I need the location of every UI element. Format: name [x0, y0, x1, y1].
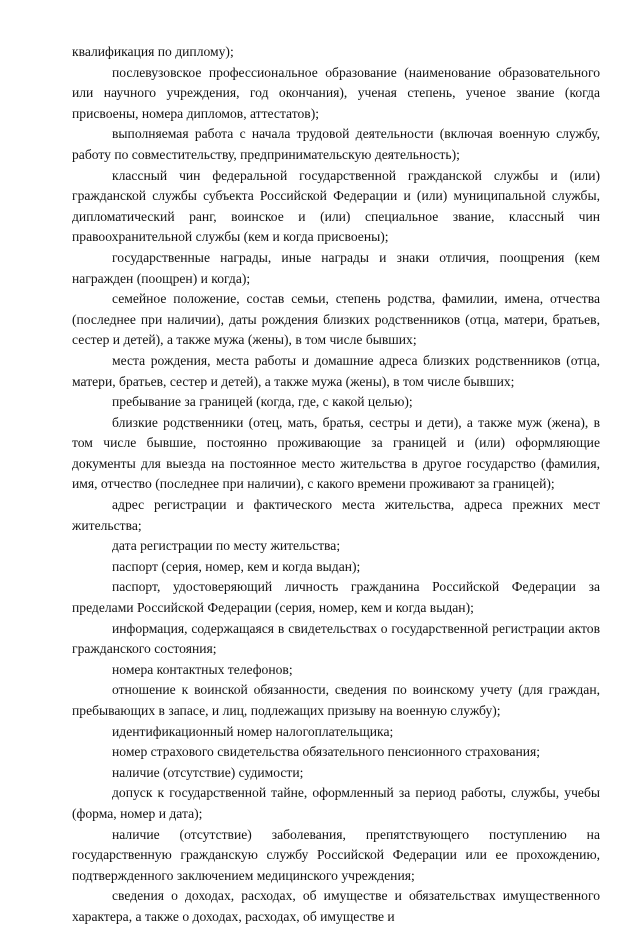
- paragraph-registration-address: адрес регистрации и фактического места жительства, адреса прежних мест жительства;: [72, 497, 600, 533]
- paragraph-contact-phones: номера контактных телефонов;: [112, 661, 293, 677]
- paragraph-medical-condition: наличие (отсутствие) заболевания, препятствующего поступлению на государственную гражданскую службу Российской Федерации или ее прохождению, подтвержденного заключением медицинского учреждения;: [72, 826, 600, 883]
- paragraph-civil-status-records: информация, содержащаяся в свидетельствах о государственной регистрации актов гражданского состояния;: [72, 620, 600, 657]
- paragraph-relatives-abroad: близкие родственники (отец, мать, братья, сестры и дети), а также муж (жена), в том числе бывшие, постоянно проживающие за границей и (или) оформляющие документы для выезда на постоянное место жительства в другое государство (фамилия, имя, отчество (последнее при наличии), с какого времени проживают за границей);: [72, 414, 600, 492]
- paragraph-work-history: выполняемая работа с начала трудовой деятельности (включая военную службу, работу по совместительству, предпринимательскую деятельность);: [72, 126, 600, 162]
- paragraph-income-declaration: сведения о доходах, расходах, об имуществе и обязательствах имущественного характера, а также о доходах, расходах, об имуществе и: [72, 888, 600, 924]
- paragraph-family-status: семейное положение, состав семьи, степень родства, фамилии, имена, отчества (последнее при наличии), даты рождения близких родственников (отца, матери, братьев, сестер и детей), а также мужа (жены), в том числе бывших;: [72, 291, 600, 348]
- paragraph-state-awards: государственные награды, иные награды и знаки отличия, поощрения (кем награжден (поощрен) и когда);: [72, 249, 600, 286]
- paragraph-registration-date: дата регистрации по месту жительства;: [112, 538, 341, 554]
- paragraph-relatives-addresses: места рождения, места работы и домашние адреса близких родственников (отца, матери, братьев, сестер и детей), а также мужа (жены), в том числе бывших;: [72, 352, 600, 389]
- paragraph-foreign-passport: паспорт, удостоверяющий личность гражданина Российской Федерации за пределами Российской Федерации (серия, номер, кем и когда выдан);: [72, 579, 600, 616]
- paragraph-criminal-record: наличие (отсутствие) судимости;: [112, 764, 304, 780]
- paragraph-postgraduate-education: послевузовское профессиональное образование (наименование образовательного или научного учреждения, год окончания), ученая степень, ученое звание (когда присвоены, номера дипломов, аттестатов);: [72, 64, 600, 121]
- paragraph-class-rank: классный чин федеральной государственной гражданской службы и (или) гражданской службы субъекта Российской Федерации и (или) муниципальной службы, дипломатический ранг, воинское и (или) специальное звание, классный чин правоохранительной службы (кем и когда присвоены);: [72, 167, 600, 245]
- paragraph-passport: паспорт (серия, номер, кем и когда выдан);: [112, 558, 361, 574]
- paragraph-stay-abroad: пребывание за границей (когда, где, с какой целью);: [112, 394, 413, 410]
- paragraph-qualification-continued: квалификация по диплому);: [72, 44, 234, 59]
- document-page: [72, 42, 600, 928]
- paragraph-taxpayer-id: идентификационный номер налогоплательщика;: [112, 723, 394, 739]
- paragraph-pension-insurance: номер страхового свидетельства обязательного пенсионного страхования;: [112, 744, 541, 760]
- paragraph-military-duty: отношение к воинской обязанности, сведения по воинскому учету (для граждан, пребывающих в запасе, и лиц, подлежащих призыву на военную службу);: [72, 682, 600, 718]
- paragraph-state-secret-access: допуск к государственной тайне, оформленный за период работы, службы, учебы (форма, номер и дата);: [72, 785, 600, 821]
